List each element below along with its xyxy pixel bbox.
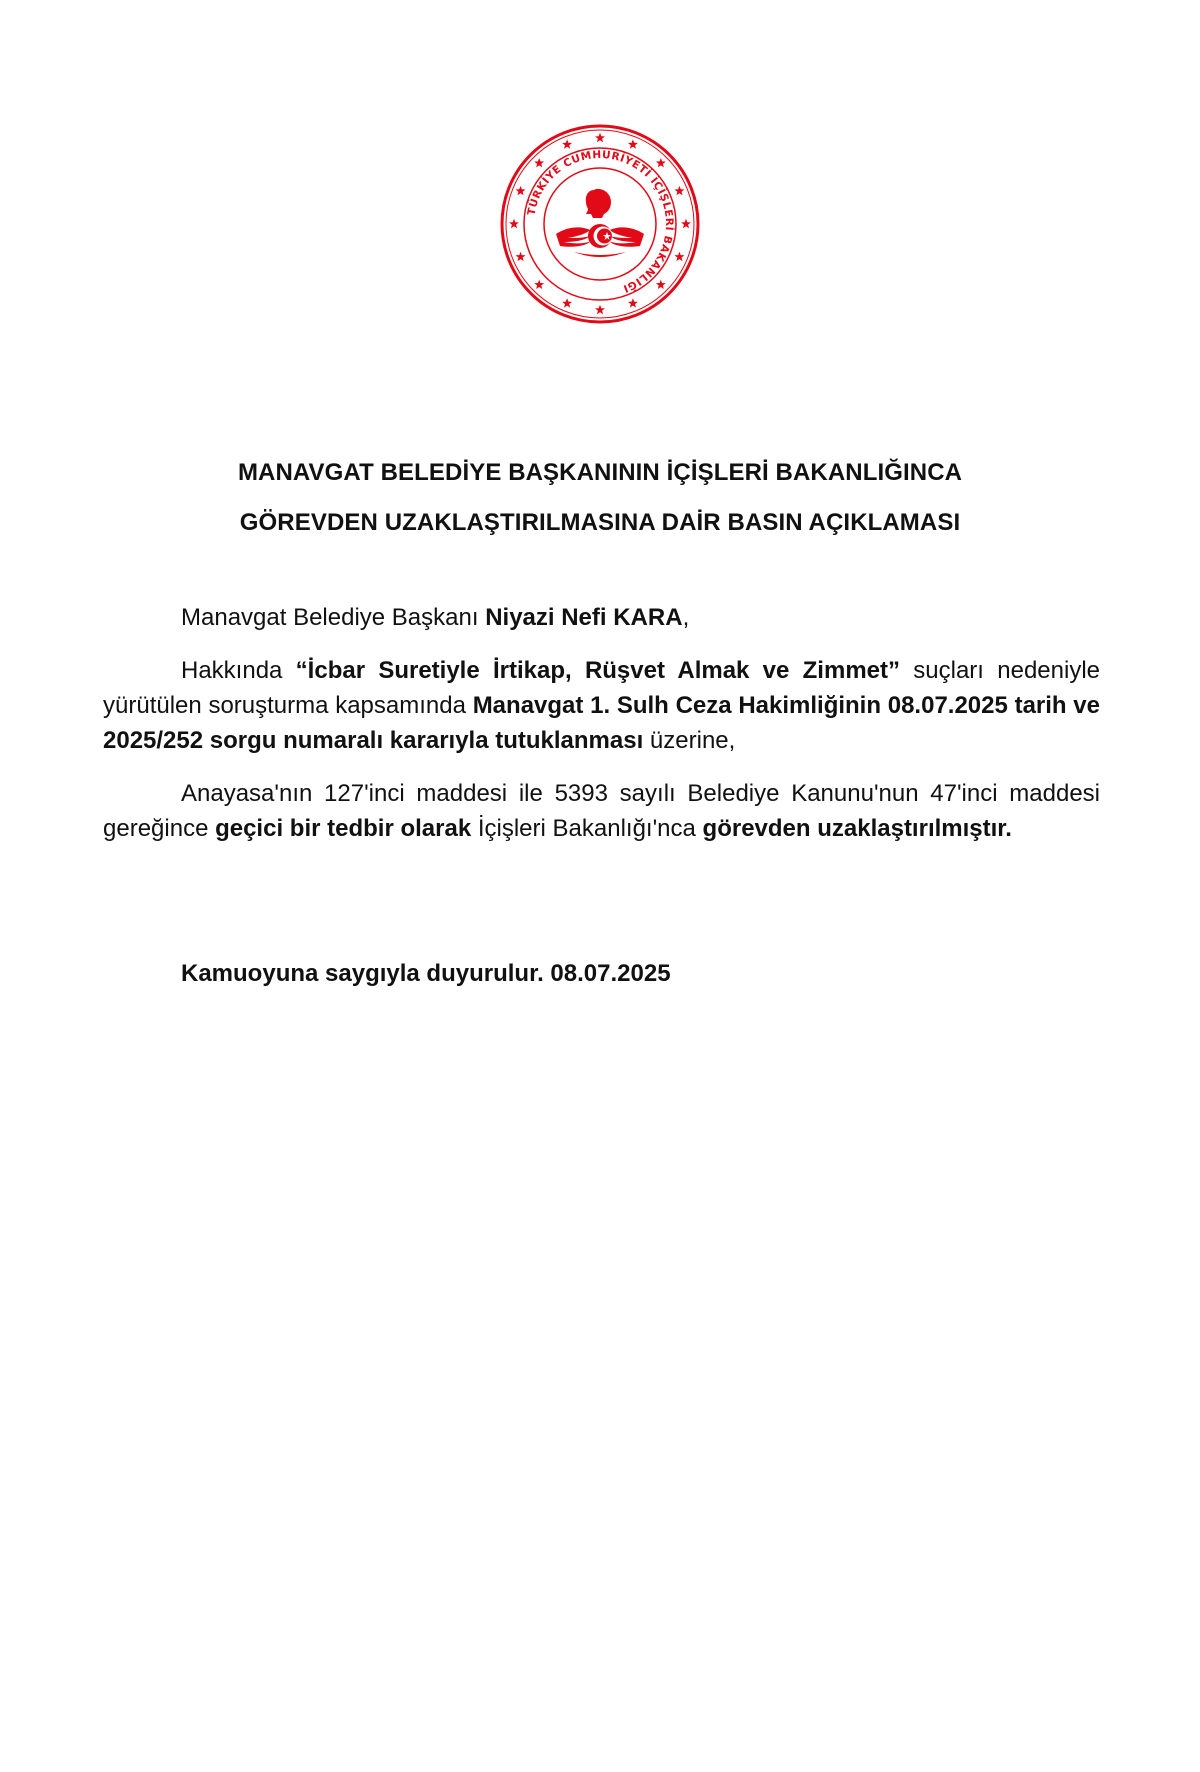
- seal-star-icon: [595, 133, 605, 142]
- seal-star-icon: [675, 252, 685, 261]
- p2-text-2: İçişleri Bakanlığı'nca: [471, 815, 703, 842]
- seal-star-icon: [681, 219, 691, 228]
- seal-star-icon: [675, 186, 685, 195]
- paragraph-arrest: [103, 653, 1100, 758]
- ministry-seal-logo: [498, 122, 702, 326]
- p1-text-1: Hakkında: [181, 657, 296, 684]
- document-body: [103, 600, 1100, 846]
- seal-star-icon: [534, 158, 544, 167]
- seal-star-icon: [628, 139, 638, 148]
- document-title: [150, 448, 1050, 548]
- greeting-prefix: Manavgat Belediye Başkanı: [181, 604, 486, 631]
- seal-star-icon: [516, 252, 526, 261]
- paragraph-suspension: [103, 776, 1100, 846]
- seal-star-icon: [595, 305, 605, 314]
- seal-star-icon: [628, 298, 638, 307]
- seal-star-icon: [509, 219, 519, 228]
- seal-star-icon: [534, 280, 544, 289]
- title-line-2: GÖREVDEN UZAKLAŞTIRILMASINA DAİR BASIN AÇIKLAMASI: [239, 509, 961, 536]
- closing-line: Kamuoyuna saygıyla duyurulur. 08.07.2025: [181, 960, 671, 987]
- seal-star-icon: [656, 158, 666, 167]
- p1-charges: “İcbar Suretiyle İrtikap, Rüşvet Almak ve Zimmet”: [295, 657, 900, 684]
- p2-suspended: görevden uzaklaştırılmıştır.: [702, 815, 1012, 842]
- seal-star-icon: [562, 298, 572, 307]
- p1-text-2: suçları nedeniyle yürütülen soruşturma kapsamında: [103, 657, 1100, 719]
- p1-court-decision: Manavgat 1. Sulh Ceza Hakimliğinin 08.07.2025 tarih ve 2025/252 sorgu numaralı kararıyla tutuklanması: [103, 692, 1100, 754]
- title-line-1: MANAVGAT BELEDİYE BAŞKANININ İÇİŞLERİ BAKANLIĞINCA: [237, 459, 963, 486]
- seal-star-icon: [656, 280, 666, 289]
- seal-star-icon: [516, 186, 526, 195]
- p2-temporary-measure: geçici bir tedbir olarak: [215, 815, 472, 842]
- mayor-name: Niyazi Nefi KARA: [485, 604, 683, 631]
- seal-icon: [498, 122, 702, 326]
- greeting-line: [103, 600, 1100, 635]
- seal-ring-text: TÜRKİYE CUMHURİYETİ İÇİŞLERİ BAKANLIĞI: [525, 148, 676, 295]
- greeting-suffix: ,: [682, 604, 690, 631]
- p2-text-1: Anayasa'nın 127'inci maddesi ile 5393 sayılı Belediye Kanunu'nun 47'inci maddesi gereğince: [103, 780, 1100, 842]
- seal-star-icon: [562, 139, 572, 148]
- p1-text-3: üzerine,: [643, 727, 736, 754]
